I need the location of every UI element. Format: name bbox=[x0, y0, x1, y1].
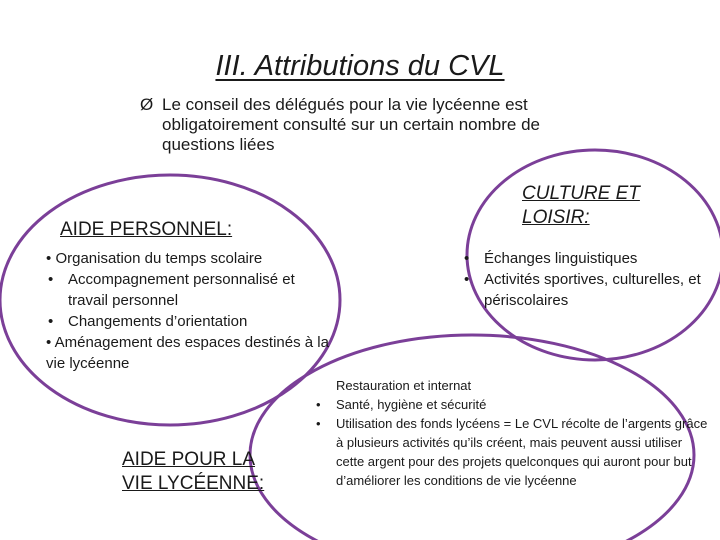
aide-vie-heading: AIDE POUR LA VIE LYCÉENNE: bbox=[122, 449, 265, 494]
intro-paragraph bbox=[140, 95, 600, 155]
list-item: • Santé, hygiène et sécurité bbox=[316, 397, 487, 412]
list-item: • Activités sportives, culturelles, et périscolaires bbox=[464, 271, 701, 309]
aide-vie-list bbox=[314, 376, 710, 490]
aide-personnel-list bbox=[46, 248, 336, 374]
list-item: • Organisation du temps scolaire bbox=[46, 250, 263, 267]
arrow-bullet-icon: Ø bbox=[140, 95, 154, 114]
list-item: • Échanges linguistiques bbox=[464, 250, 638, 267]
intro-text: Le conseil des délégués pour la vie lycéenne est obligatoirement consulté sur un certain nombre de questions liées bbox=[162, 95, 540, 154]
culture-loisir-heading: CULTURE ET LOISIR: bbox=[522, 183, 640, 228]
culture-loisir-list bbox=[462, 248, 714, 311]
page-title: III. Attributions du CVL bbox=[215, 50, 505, 82]
list-item: • Accompagnement personnalisé et travail personnel bbox=[48, 271, 295, 309]
list-item: Restauration et internat bbox=[336, 378, 472, 393]
list-item: • Changements d’orientation bbox=[48, 313, 248, 330]
aide-personnel-heading: AIDE PERSONNEL: bbox=[60, 219, 233, 240]
list-item: • Utilisation des fonds lycéens = Le CVL récolte de l’argents grâce à plusieurs activités qu’ils créent, mais peuvent aussi utiliser cette argent pour des projets quelconques qui auront pour but d’améliorer les conditions de vie lycéenne bbox=[316, 416, 708, 488]
list-item: • Aménagement des espaces destinés à la vie lycéenne bbox=[46, 334, 329, 372]
